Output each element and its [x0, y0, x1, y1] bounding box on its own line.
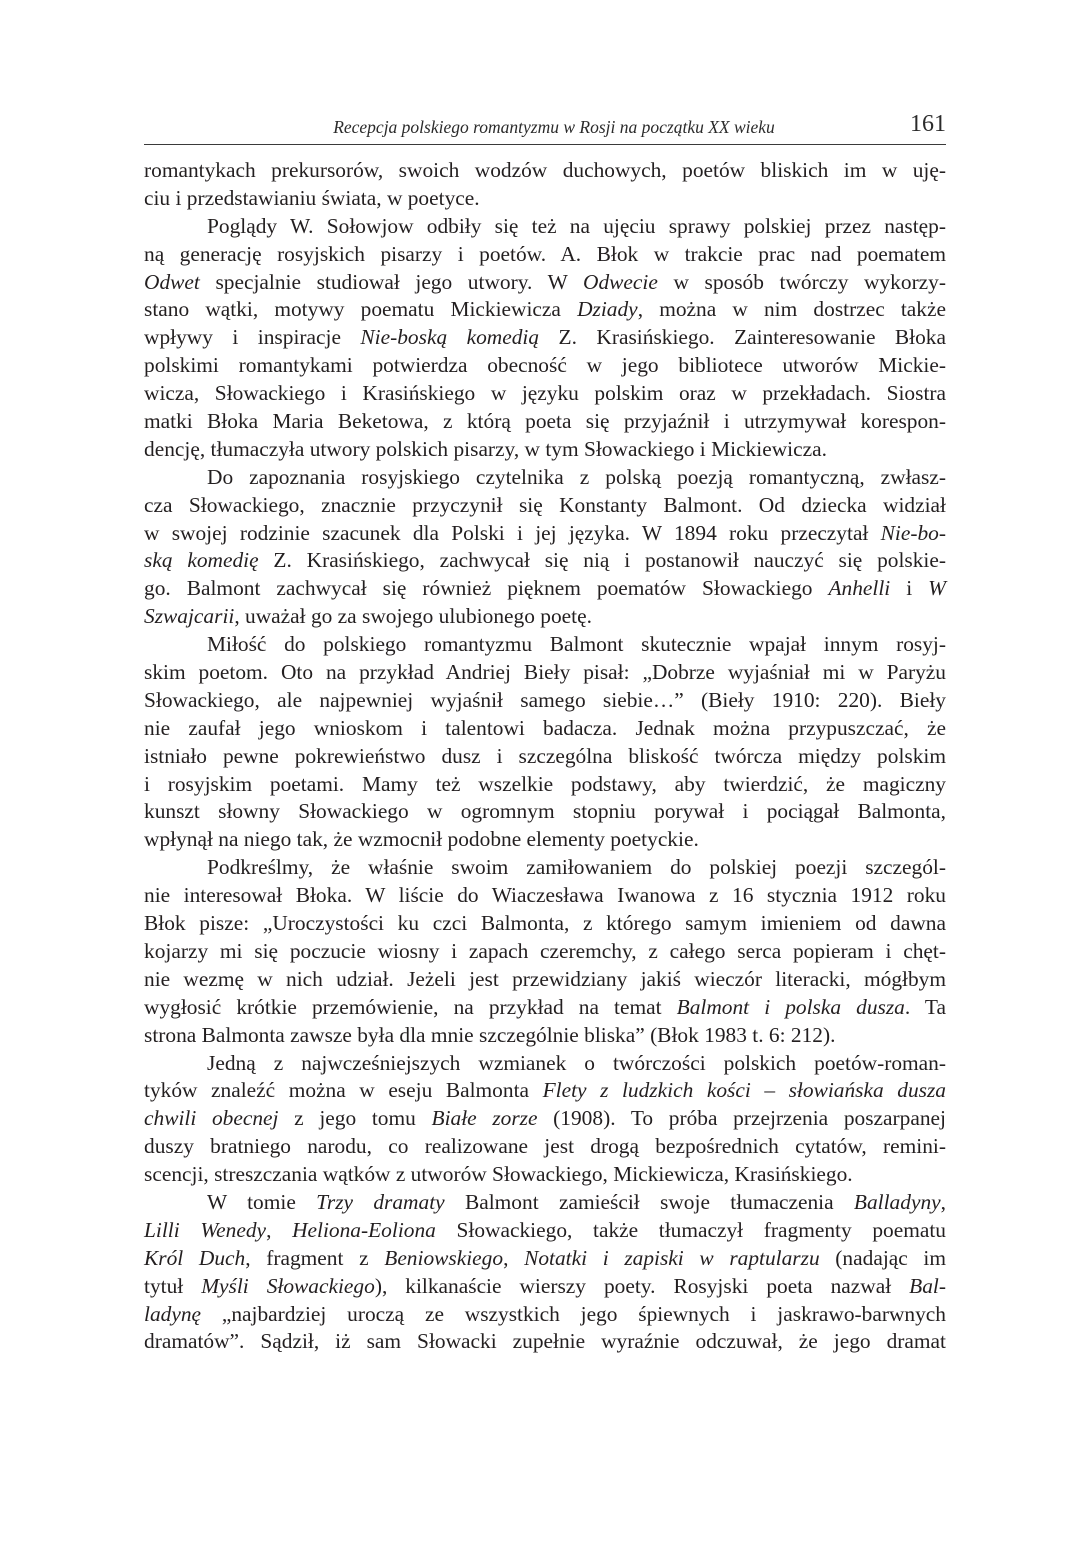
- text-run: ,: [266, 1217, 293, 1242]
- text-line: [144, 910, 946, 938]
- italic-title: Balladyny: [853, 1189, 941, 1214]
- italic-title: Trzy dramaty: [316, 1189, 445, 1214]
- text-run: Poglądy W. Sołowjow odbiły się też na ujęciu sprawy polskiej przez następ-: [207, 213, 946, 238]
- text-run: ,: [503, 1245, 525, 1270]
- text-run: wpłynął na niego tak, że wzmocnił podobne elementy poetyckie.: [144, 827, 699, 852]
- text-line: [144, 464, 946, 492]
- text-run: tytuł: [144, 1273, 202, 1298]
- text-run: W tomie: [207, 1189, 317, 1214]
- text-run: stano wątki, motywy poematu Mickiewicza: [144, 297, 578, 322]
- text-line: [144, 1133, 946, 1161]
- italic-title: Dziady: [577, 297, 638, 322]
- text-run: ), kilkanaście wierszy poety. Rosyjski poeta nazwał: [374, 1273, 910, 1298]
- text-line: [144, 520, 946, 548]
- text-line: [144, 994, 946, 1022]
- text-run: , można w nim dostrzec także: [637, 297, 946, 322]
- text-line: [144, 492, 946, 520]
- page-number: 161: [910, 111, 946, 137]
- text-line: [144, 157, 946, 185]
- paragraph: [144, 631, 946, 854]
- text-line: [144, 1105, 946, 1133]
- text-run: . Ta: [904, 994, 946, 1019]
- italic-title: chwili obecnej: [144, 1106, 279, 1131]
- paragraph: [144, 854, 946, 1049]
- text-run: skim poetom. Oto na przykład Andriej Biełу pisał: „Dobrze wyjaśniał mi w Paryżu: [144, 660, 946, 685]
- text-line: [144, 1217, 946, 1245]
- italic-title: W: [928, 576, 946, 601]
- body-text: [144, 157, 946, 1356]
- text-run: Do zapoznania rosyjskiego czytelnika z polską poezją romantyczną, zwłasz-: [207, 464, 946, 489]
- text-line: [144, 631, 946, 659]
- text-run: specjalnie studiował jego utwory. W: [199, 269, 583, 294]
- text-run: istniało pewne pokrewieństwo dusz i szczególna bliskość twórcza między polskim: [144, 743, 946, 768]
- italic-title: Flety z ludzkich kości – słowiańska dusza: [542, 1078, 946, 1103]
- text-run: (nadając im: [819, 1245, 946, 1270]
- text-line: [144, 380, 946, 408]
- text-run: kunszt słowny Słowackiego w ogromnym stopniu porywał i pociągał Balmonta,: [144, 799, 946, 824]
- text-line: [144, 771, 946, 799]
- text-line: [144, 352, 946, 380]
- text-line: [144, 185, 946, 213]
- italic-title: Białe zorze: [431, 1106, 538, 1131]
- text-run: dramatów”. Sądził, iż sam Słowacki zupełnie wyraźnie odczuwał, że jego dramat: [144, 1329, 946, 1354]
- text-line: [144, 241, 946, 269]
- text-line: [144, 547, 946, 575]
- text-line: [144, 1161, 946, 1189]
- text-run: ciu i przedstawianiu świata, w poetyce.: [144, 185, 480, 210]
- text-line: [144, 575, 946, 603]
- text-line: [144, 798, 946, 826]
- text-run: ,: [940, 1189, 946, 1214]
- text-run: kojarzy mi się poczucie wiosny i zapach czeremchy, z całego serca popieram i chęt-: [144, 938, 946, 963]
- text-line: [144, 269, 946, 297]
- text-run: matki Błoka Maria Beketowa, z którą poeta się przyjaźnił i utrzymywał korespon-: [144, 409, 946, 434]
- text-run: Słowackiego, także tłumaczył fragmenty poematu: [435, 1217, 946, 1242]
- text-run: w sposób twórczy wykorzy-: [657, 269, 946, 294]
- text-run: , fragment z: [245, 1245, 385, 1270]
- text-run: , uważał go za swojego ulubionego poetę.: [234, 604, 592, 629]
- paragraph: [144, 1050, 946, 1189]
- text-line: [144, 659, 946, 687]
- text-run: (1908). To próba przejrzenia poszarpanej: [537, 1106, 946, 1131]
- text-line: [144, 1189, 946, 1217]
- italic-title: Szwajcarii: [144, 604, 235, 629]
- running-title: Recepcja polskiego romantyzmu w Rosji na początku XX wieku: [333, 117, 775, 137]
- text-line: [144, 324, 946, 352]
- text-line: [144, 296, 946, 324]
- text-line: [144, 826, 946, 854]
- text-run: Słowackiego, ale najpewniej wyjaśnił samego siebie…” (Biełу 1910: 220). Biełу: [144, 687, 946, 712]
- text-line: [144, 1301, 946, 1329]
- text-run: romantykach prekursorów, swoich wodzów duchowych, poetów bliskich im w uję-: [144, 158, 946, 182]
- italic-title: Odwet: [144, 269, 200, 294]
- text-line: [144, 1050, 946, 1078]
- italic-title: ską komedię: [144, 548, 259, 573]
- text-run: nie zaufał jego wnioskom i talentowi badacza. Jednak można przypuszczać, że: [144, 715, 946, 740]
- text-run: Z. Krasińskiego, zachwycał się nią i postanowił nauczyć się polskie-: [258, 548, 946, 573]
- text-line: [144, 882, 946, 910]
- text-run: Miłość do polskiego romantyzmu Balmont skutecznie wpajał innym rosyj-: [207, 632, 946, 657]
- text-line: [144, 408, 946, 436]
- text-line: [144, 1245, 946, 1273]
- text-run: i rosyjskim poetami. Mamy też wszelkie podstawy, aby twierdzić, że magiczny: [144, 771, 946, 796]
- text-line: [144, 743, 946, 771]
- text-run: wygłosić krótkie przemówienie, na przykład na temat: [144, 994, 677, 1019]
- paragraph: [144, 464, 946, 631]
- text-line: [144, 854, 946, 882]
- italic-title: Nie-bo-: [880, 520, 946, 545]
- italic-title: ladynę: [144, 1301, 202, 1326]
- text-run: tyków znaleźć można w eseju Balmonta: [144, 1078, 543, 1103]
- text-line: [144, 687, 946, 715]
- text-run: duszy bratniego narodu, co realizowane jest drogą bezpośrednich cytatów, remini-: [144, 1134, 946, 1159]
- text-line: [144, 966, 946, 994]
- text-run: Błok pisze: „Uroczystości ku czci Balmonta, z którego samym imieniem od dawna: [144, 911, 946, 936]
- italic-title: Lilli Wenedy: [144, 1217, 267, 1242]
- text-run: Podkreślmy, że właśnie swoim zamiłowaniem do polskiej poezji szczegól-: [207, 855, 946, 880]
- italic-title: Bal-: [909, 1273, 946, 1298]
- text-line: [144, 938, 946, 966]
- paragraph: [144, 213, 946, 464]
- italic-title: Notatki i zapiski w raptularzu: [524, 1245, 820, 1270]
- text-run: cza Słowackiego, znacznie przyczynił się Konstanty Balmont. Od dziecka widział: [144, 492, 946, 517]
- text-run: Jedną z najwcześniejszych wzmianek o twórczości polskich poetów-roman-: [207, 1050, 946, 1075]
- text-line: [144, 1022, 946, 1050]
- text-run: Z. Krasińskiego. Zainteresowanie Błoka: [539, 325, 947, 350]
- italic-title: Heliona-Eoliona: [292, 1217, 436, 1242]
- italic-title: Myśli Słowackiego: [201, 1273, 375, 1298]
- text-run: wpływy i inspiracje: [144, 325, 361, 350]
- text-line: [144, 603, 946, 631]
- text-line: [144, 1328, 946, 1356]
- text-run: i: [890, 576, 929, 601]
- text-run: strona Balmonta zawsze była dla mnie szczególnie bliska” (Błok 1983 t. 6: 212).: [144, 1022, 836, 1047]
- running-header: [144, 112, 946, 145]
- text-line: [144, 213, 946, 241]
- text-run: w swojej rodzinie szacunek dla Polski i jej języka. W 1894 roku przeczytał: [144, 520, 881, 545]
- italic-title: Balmont i polska dusza: [676, 994, 905, 1019]
- paragraph: [144, 1189, 946, 1356]
- text-line: [144, 1273, 946, 1301]
- italic-title: Odwecie: [583, 269, 658, 294]
- text-line: [144, 1077, 946, 1105]
- italic-title: Nie-boską komedią: [360, 325, 540, 350]
- italic-title: Król Duch: [144, 1245, 246, 1270]
- text-line: [144, 715, 946, 743]
- text-run: nie wezmę w nich udział. Jeżeli jest przewidziany jakiś wieczór literacki, mógłbym: [144, 966, 946, 991]
- text-run: go. Balmont zachwycał się również pięknem poematów Słowackiego: [144, 576, 829, 601]
- text-run: scencji, streszczania wątków z utworów Słowackiego, Mickiewicza, Krasińskiego.: [144, 1162, 853, 1187]
- text-run: „najbardziej uroczą ze wszystkich jego śpiewnych i jaskrawo-barwnych: [201, 1301, 946, 1326]
- italic-title: Anhelli: [828, 576, 891, 601]
- text-run: dencję, tłumaczyła utwory polskich pisarzy, w tym Słowackiego i Mickiewicza.: [144, 436, 827, 461]
- text-run: z jego tomu: [278, 1106, 432, 1131]
- book-page: [144, 112, 946, 1356]
- text-run: Balmont zamieścił swoje tłumaczenia: [444, 1189, 854, 1214]
- text-line: [144, 436, 946, 464]
- text-run: polskimi romantykami potwierdza obecność w jego bibliotece utworów Mickie-: [144, 353, 946, 378]
- italic-title: Beniowskiego: [384, 1245, 504, 1270]
- text-run: nie interesował Błoka. W liście do Wiaczesława Iwanowa z 16 stycznia 1912 roku: [144, 883, 946, 908]
- paragraph: [144, 157, 946, 213]
- text-run: ną generację rosyjskich pisarzy i poetów. A. Błok w trakcie prac nad poematem: [144, 241, 946, 266]
- text-run: wicza, Słowackiego i Krasińskiego w języku polskim oraz w przekładach. Siostra: [144, 381, 946, 406]
